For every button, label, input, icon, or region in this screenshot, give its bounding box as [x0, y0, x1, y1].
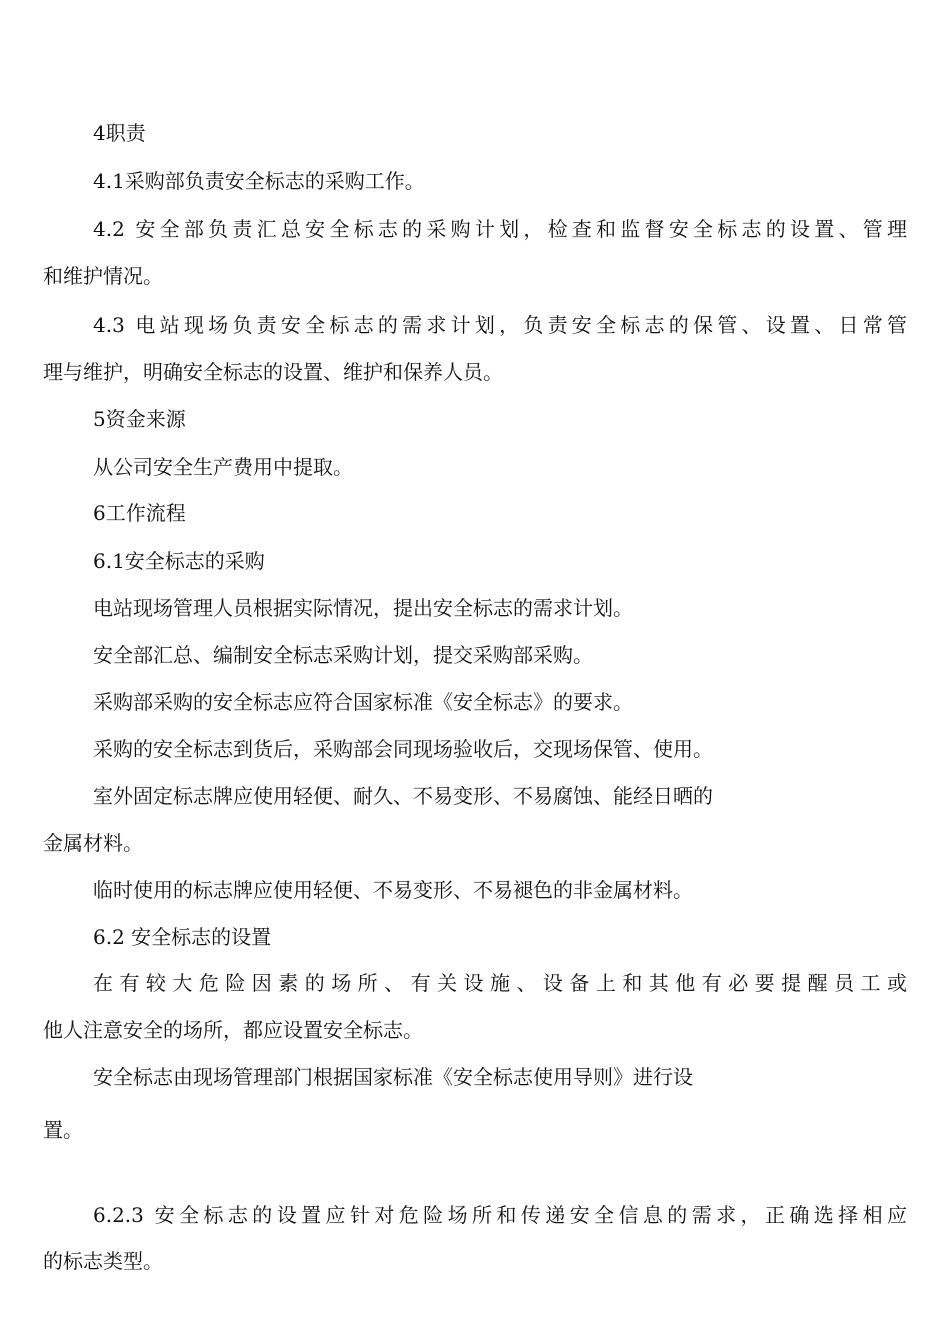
- paragraph-line: 电站现场管理人员根据实际情况，提出安全标志的需求计划。: [93, 596, 633, 620]
- paragraph-line: 从公司安全生产费用中提取。: [93, 455, 353, 479]
- heading-setup: 6.2 安全标志的设置: [93, 925, 272, 949]
- heading-workflow: 6工作流程: [93, 501, 186, 525]
- paragraph-line: 安全标志由现场管理部门根据国家标准《安全标志使用导则》进行设: [93, 1065, 693, 1089]
- paragraph-line: 4.3 电站现场负责安全标志的需求计划，负责安全标志的保管、设置、日常管: [93, 313, 907, 337]
- paragraph-line: 的标志类型。: [43, 1249, 163, 1273]
- paragraph-line: 采购的安全标志到货后，采购部会同现场验收后，交现场保管、使用。: [93, 737, 713, 761]
- heading-procurement: 6.1安全标志的采购: [93, 549, 265, 573]
- paragraph-line: 采购部采购的安全标志应符合国家标准《安全标志》的要求。: [93, 690, 633, 714]
- paragraph-line: 临时使用的标志牌应使用轻便、不易变形、不易褪色的非金属材料。: [93, 878, 693, 902]
- paragraph-line: 他人注意安全的场所，都应设置安全标志。: [43, 1018, 423, 1042]
- paragraph-line: 4.1采购部负责安全标志的采购工作。: [93, 169, 425, 193]
- paragraph-line: 置。: [43, 1118, 83, 1142]
- heading-responsibilities: 4职责: [93, 121, 146, 145]
- paragraph-line: 安全部汇总、编制安全标志采购计划，提交采购部采购。: [93, 643, 593, 667]
- paragraph-line: 理与维护，明确安全标志的设置、维护和保养人员。: [43, 360, 503, 384]
- paragraph-line: 和维护情况。: [43, 264, 163, 288]
- paragraph-line: 室外固定标志牌应使用轻便、耐久、不易变形、不易腐蚀、能经日晒的: [93, 784, 713, 808]
- paragraph-line: 在有较大危险因素的场所、有关设施、设备上和其他有必要提醒员工或: [93, 971, 907, 995]
- paragraph-line: 4.2 安全部负责汇总安全标志的采购计划，检查和监督安全标志的设置、管理: [93, 217, 907, 241]
- heading-funding-source: 5资金来源: [93, 407, 186, 431]
- paragraph-line: 金属材料。: [43, 831, 143, 855]
- paragraph-line: 6.2.3 安全标志的设置应针对危险场所和传递安全信息的需求，正确选择相应: [93, 1203, 907, 1227]
